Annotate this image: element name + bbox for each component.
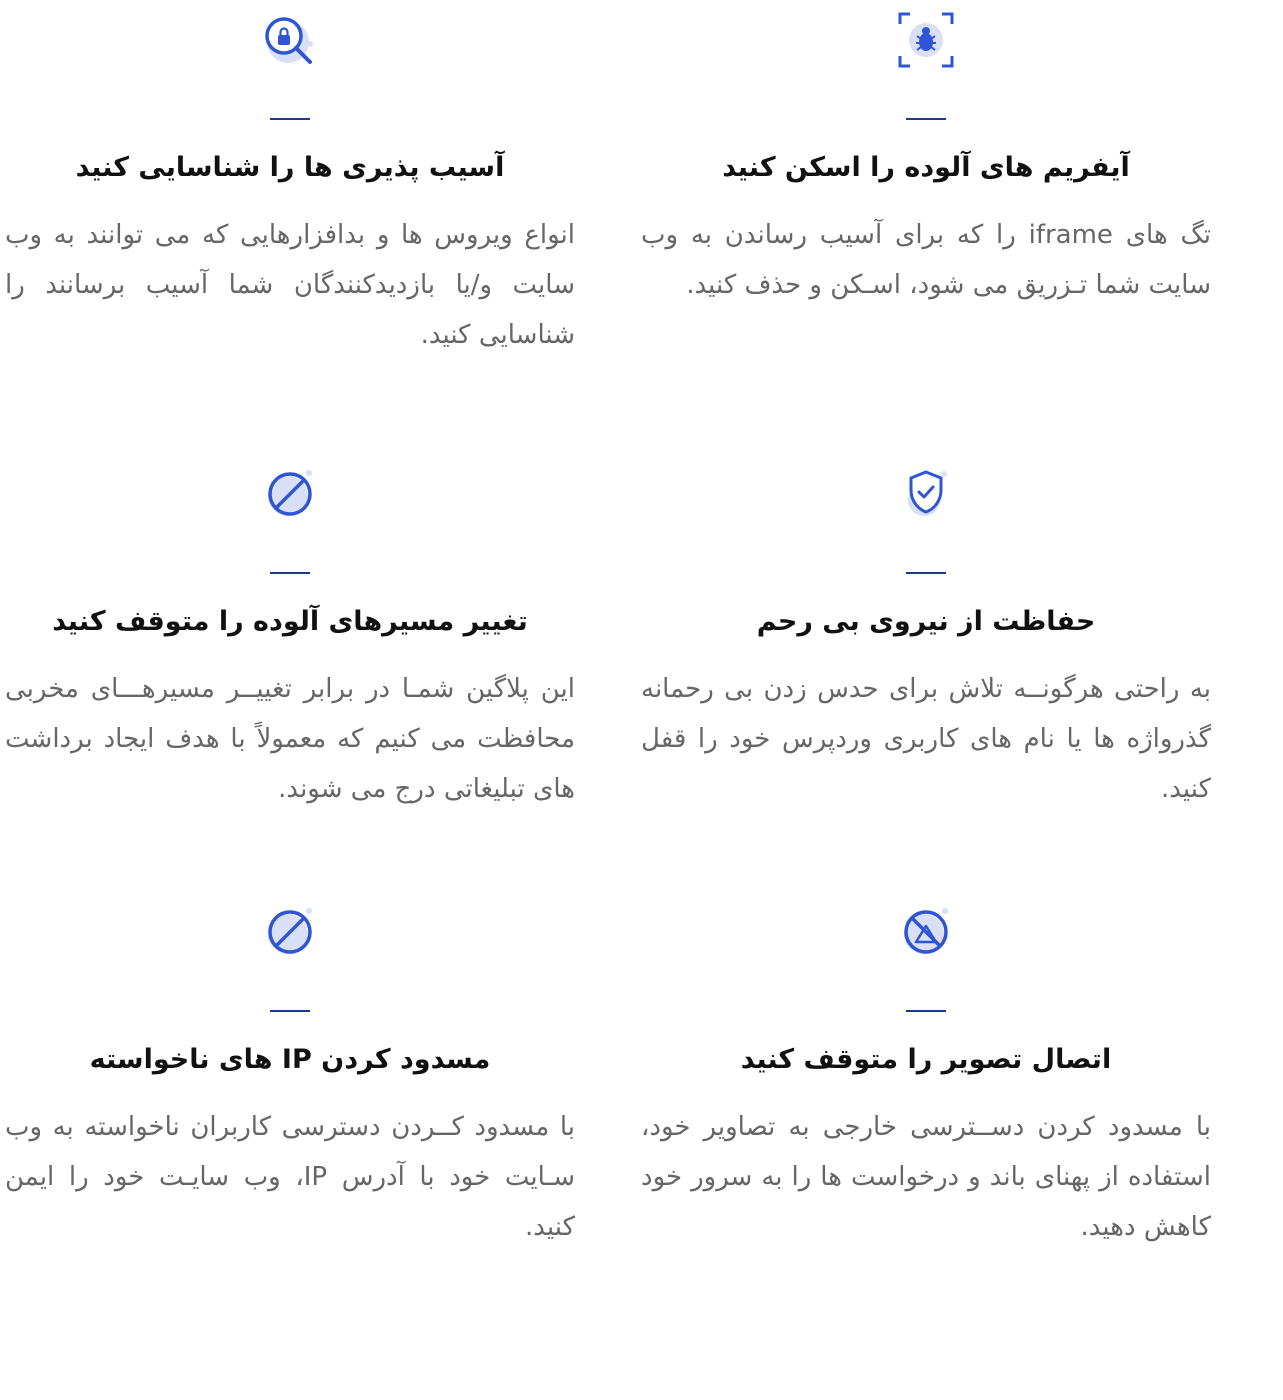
feature-card-ip-blocking <box>5 900 575 1252</box>
feature-description: این پلاگین شمـا در برابر تغییــر مسیرهـــای مخربی محافظت می کنیم که معمولاً با هدف ایجاد برداشت های تبلیغاتی درج می شوند. <box>5 674 575 804</box>
feature-title: آیفریم های آلوده را اسکن کنید <box>722 152 1130 183</box>
block-icon <box>258 462 322 526</box>
feature-title: مسدود کردن IP های ناخواسته <box>89 1044 491 1075</box>
feature-card-vulnerabilities <box>5 8 575 360</box>
feature-description: انواع ویروس ها و بدافزارهایی که می توانند به وب سایت و/یا بازدیدکنندگان شما آسیب برسانند را شناسایی کنید. <box>5 220 575 350</box>
feature-card-hotlinking <box>641 900 1211 1252</box>
feature-title: آسیب پذیری ها را شناسایی کنید <box>75 152 505 183</box>
lock-search-icon <box>258 8 322 72</box>
divider <box>270 572 310 574</box>
shield-check-icon <box>894 462 958 526</box>
feature-card-malicious-redirects <box>5 462 575 814</box>
bug-scan-icon <box>894 8 958 72</box>
divider <box>906 572 946 574</box>
block-icon <box>258 900 322 964</box>
feature-card-iframe-scan <box>641 8 1211 310</box>
divider <box>906 118 946 120</box>
feature-description: تگ های iframe را که برای آسیب رساندن به وب سایت شما تـزریق می شود، اسـکن و حذف کنید. <box>641 220 1211 300</box>
feature-card-brute-force <box>641 462 1211 814</box>
feature-description: با مسدود کــردن دسترسی کاربران ناخواسته به وب سـایت خود با آدرس IP، وب سایـت خود را ایمن کنید. <box>5 1112 575 1242</box>
image-block-icon <box>894 900 958 964</box>
feature-title: اتصال تصویر را متوقف کنید <box>740 1044 1112 1075</box>
feature-title: تغییر مسیرهای آلوده را متوقف کنید <box>52 606 528 637</box>
divider <box>270 118 310 120</box>
feature-description: به راحتی هرگونــه تلاش برای حدس زدن بی رحمانه گذرواژه ها یا نام های کاربری وردپرس خود را قفل کنید. <box>641 674 1211 804</box>
feature-title: حفاظت از نیروی بی رحم <box>756 606 1096 637</box>
feature-description: با مسدود کردن دســترسی خارجی به تصاویر خود، استفاده از پهنای باند و درخواست ها را به سرور خود کاهش دهید. <box>641 1112 1211 1242</box>
divider <box>270 1010 310 1012</box>
divider <box>906 1010 946 1012</box>
